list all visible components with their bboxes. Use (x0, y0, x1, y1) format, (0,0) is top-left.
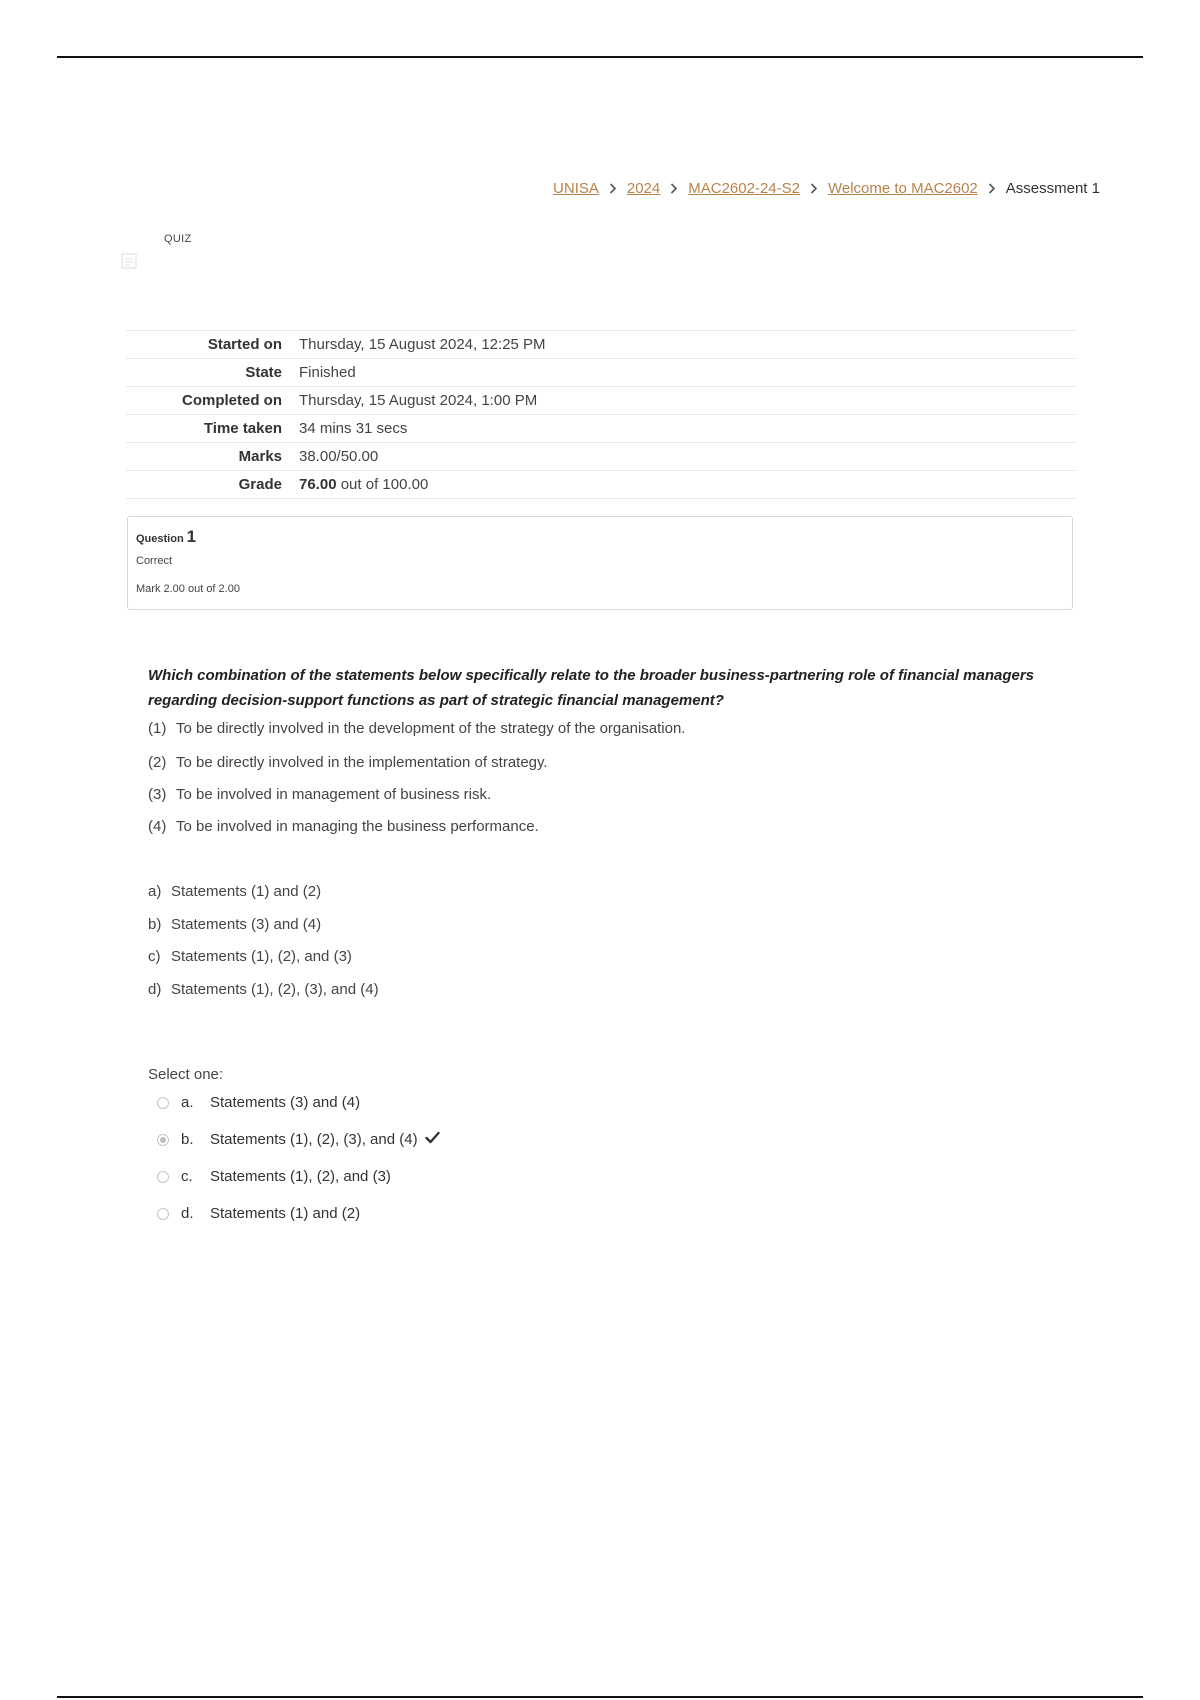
answer-text: Statements (3) and (4) (210, 1094, 361, 1111)
statement-item (148, 786, 491, 803)
choice-item (148, 883, 321, 900)
module-type-label: QUIZ (164, 233, 192, 245)
choice-text: Statements (1), (2), (3), and (4) (171, 981, 379, 998)
summary-label: Started on (207, 336, 282, 353)
chevron-right-icon (670, 183, 678, 194)
summary-row-started (126, 331, 1076, 359)
answer-option-b[interactable] (157, 1131, 440, 1148)
breadcrumb-current: Assessment 1 (1005, 180, 1100, 197)
statement-item (148, 754, 548, 771)
choice-item (148, 916, 321, 933)
radio-button[interactable] (157, 1208, 169, 1220)
summary-label: Completed on (182, 392, 282, 409)
summary-row-marks (126, 443, 1076, 471)
select-one-prompt: Select one: (148, 1066, 224, 1083)
summary-value: Thursday, 15 August 2024, 1:00 PM (299, 392, 538, 409)
choice-label: d) (148, 981, 162, 998)
breadcrumb-link-unisa[interactable]: UNISA (553, 180, 599, 197)
breadcrumb (553, 180, 1100, 197)
summary-label: Time taken (203, 420, 282, 437)
attempt-summary-table (126, 330, 1076, 499)
choice-label: c) (148, 948, 161, 965)
breadcrumb-link-year[interactable]: 2024 (626, 180, 661, 197)
top-divider (57, 56, 1143, 58)
quiz-icon (121, 252, 139, 270)
answer-text: Statements (1) and (2) (210, 1205, 361, 1222)
statement-item (148, 720, 685, 737)
answer-text: Statements (1), (2), (3), and (4) (210, 1131, 418, 1148)
summary-value: Thursday, 15 August 2024, 12:25 PM (299, 336, 546, 353)
statement-text: To be directly involved in the implementation of strategy. (176, 754, 548, 771)
breadcrumb-link-course[interactable]: MAC2602-24-S2 (688, 180, 800, 197)
statement-item (148, 818, 539, 835)
question-number-value: 1 (186, 527, 197, 546)
summary-row-completed (126, 387, 1076, 415)
summary-value: 34 mins 31 secs (299, 420, 408, 437)
radio-button[interactable] (157, 1171, 169, 1183)
breadcrumb-link-section[interactable]: Welcome to MAC2602 (827, 180, 978, 197)
statement-label: (3) (148, 786, 167, 803)
statement-text: To be involved in management of business risk. (176, 786, 492, 803)
answer-option-a[interactable] (157, 1094, 360, 1111)
chevron-right-icon (810, 183, 818, 194)
summary-row-state (126, 359, 1076, 387)
question-info-box (127, 516, 1073, 610)
question-prefix: Question (136, 533, 184, 545)
choice-text: Statements (1) and (2) (171, 883, 322, 900)
choice-item (148, 948, 352, 965)
summary-label: Grade (238, 476, 282, 493)
summary-value: Finished (299, 364, 356, 381)
summary-row-grade (126, 471, 1076, 499)
summary-value: 38.00/50.00 (299, 448, 379, 465)
answer-letter: a. (181, 1094, 194, 1111)
summary-label: Marks (238, 448, 282, 465)
chevron-right-icon (609, 183, 617, 194)
question-text: Which combination of the statements below specifically relate to the broader business-partnering role of financial managers regarding decision-support functions as part of strategic financial management? (148, 667, 1035, 709)
statement-label: (4) (148, 818, 167, 835)
statement-text: To be involved in managing the business performance. (176, 818, 539, 835)
grade-value: 76.00 (299, 476, 337, 493)
statement-text: To be directly involved in the development of the strategy of the organisation. (176, 720, 686, 737)
chevron-right-icon (988, 183, 996, 194)
summary-row-time-taken (126, 415, 1076, 443)
answer-letter: c. (181, 1168, 193, 1185)
grade-suffix: out of 100.00 (340, 476, 429, 493)
choice-text: Statements (3) and (4) (171, 916, 322, 933)
statement-label: (2) (148, 754, 167, 771)
answer-letter: b. (181, 1131, 194, 1148)
question-number (136, 527, 196, 547)
radio-button[interactable] (157, 1097, 169, 1109)
choice-label: b) (148, 916, 162, 933)
choice-text: Statements (1), (2), and (3) (171, 948, 352, 965)
choice-item (148, 981, 379, 998)
statement-label: (1) (148, 720, 167, 737)
answer-letter: d. (181, 1205, 194, 1222)
summary-label: State (245, 364, 282, 381)
bottom-divider (57, 1696, 1143, 1698)
answer-option-c[interactable] (157, 1168, 391, 1185)
question-state: Correct (136, 555, 173, 567)
choice-label: a) (148, 883, 162, 900)
summary-value (299, 471, 1076, 499)
checkmark-icon (425, 1131, 440, 1148)
answer-option-d[interactable] (157, 1205, 360, 1222)
answer-text: Statements (1), (2), and (3) (210, 1168, 391, 1185)
radio-button-selected[interactable] (157, 1134, 169, 1146)
question-mark: Mark 2.00 out of 2.00 (136, 583, 240, 595)
